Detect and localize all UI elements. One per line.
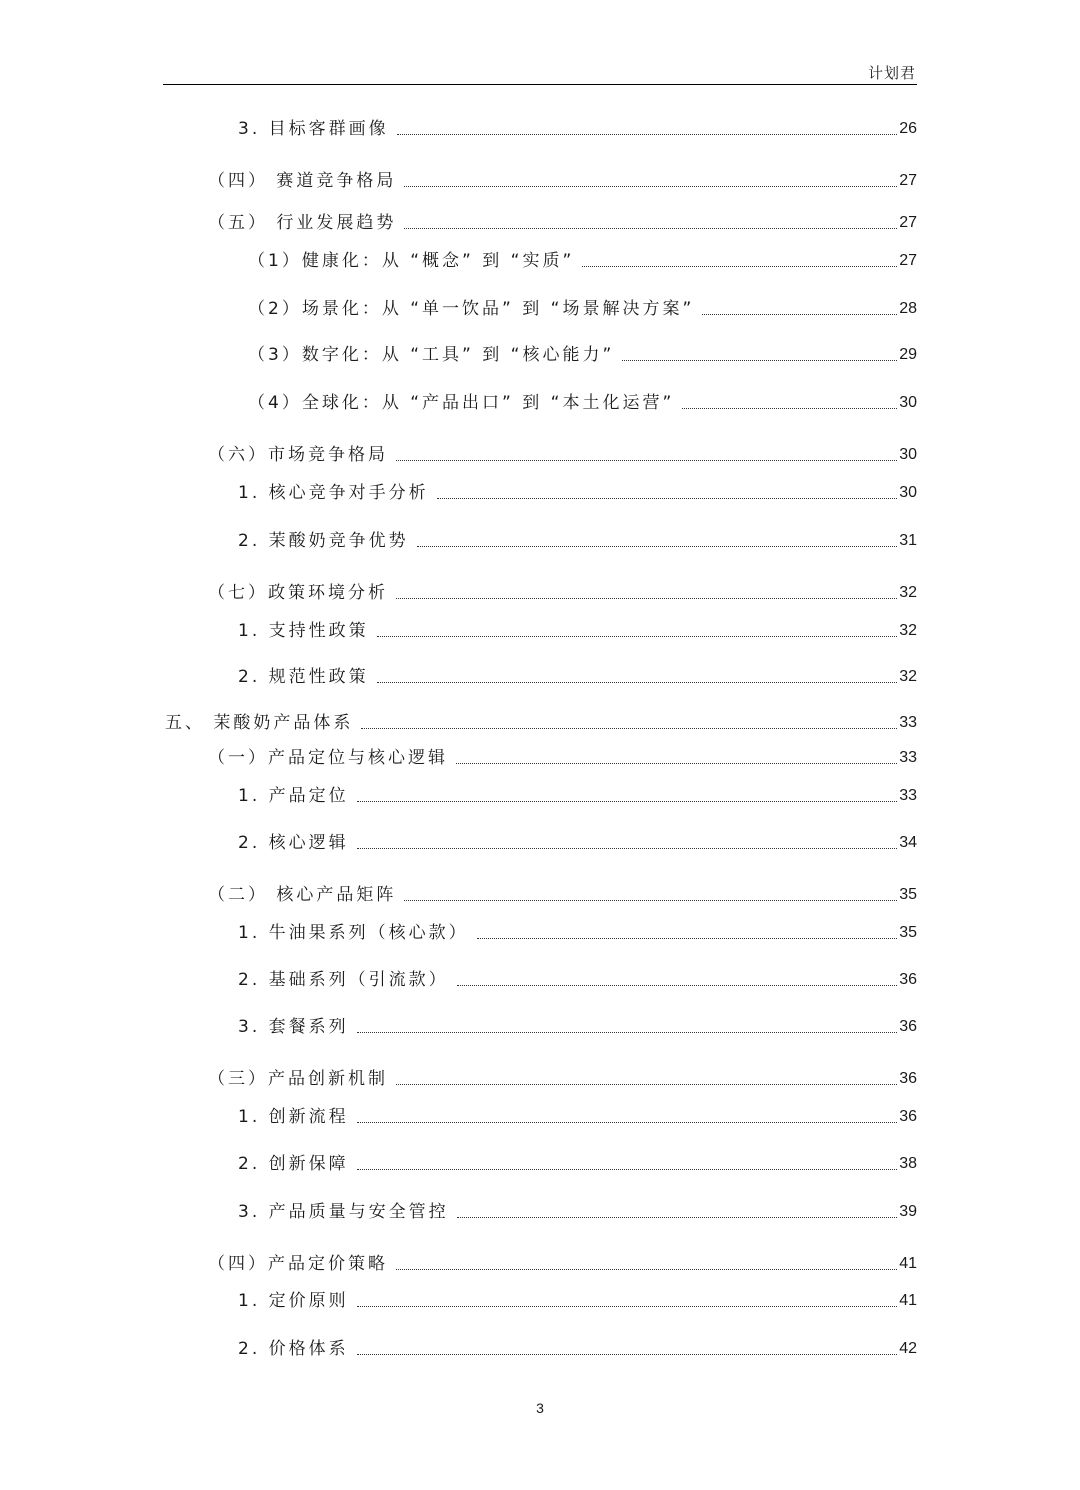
toc-entry-label: 五、 茉酸奶产品体系: [165, 713, 354, 733]
toc-entry-page: 30: [899, 446, 917, 463]
toc-entry-label: 3. 目标客群画像: [238, 119, 389, 139]
toc-entry-page: 27: [899, 172, 917, 189]
dot-leader: [622, 360, 897, 361]
toc-entry-page: 41: [899, 1292, 917, 1309]
toc-entry-label: 2. 茉酸奶竞争优势: [238, 531, 409, 551]
toc-entry[interactable]: [0, 528, 917, 554]
toc-entry-page: 31: [899, 532, 917, 549]
toc-entry-label: （四） 赛道竞争格局: [208, 171, 397, 191]
toc-entry[interactable]: [0, 390, 917, 416]
dot-leader: [404, 900, 897, 901]
toc-entry-page: 38: [899, 1155, 917, 1172]
toc-entry-page: 32: [899, 622, 917, 639]
toc-entry-label: 2. 基础系列（引流款）: [238, 970, 449, 990]
toc-entry-label: 2. 规范性政策: [238, 667, 369, 687]
toc-entry[interactable]: [0, 1066, 917, 1092]
toc-entry-page: 32: [899, 668, 917, 685]
toc-entry[interactable]: [0, 168, 917, 194]
dot-leader: [457, 985, 898, 986]
toc-entry[interactable]: [0, 920, 917, 946]
toc-entry-page: 29: [899, 346, 917, 363]
toc-entry-page: 36: [899, 1018, 917, 1035]
toc-entry-label: （二） 核心产品矩阵: [208, 885, 397, 905]
toc-entry-page: 28: [899, 300, 917, 317]
toc-entry[interactable]: [0, 967, 917, 993]
toc-entry-page: 27: [899, 214, 917, 231]
toc-entry[interactable]: [0, 296, 917, 322]
toc-entry-label: （1）健康化：从 “概念” 到 “实质”: [248, 251, 575, 271]
toc-entry-label: （4）全球化：从 “产品出口” 到 “本土化运营”: [248, 393, 675, 413]
toc-entry[interactable]: [0, 248, 917, 274]
toc-entry[interactable]: [0, 1251, 917, 1277]
toc-entry[interactable]: [0, 1336, 917, 1362]
toc-entry-label: 1. 牛油果系列（核心款）: [238, 923, 469, 943]
toc-entry-label: 1. 创新流程: [238, 1107, 349, 1127]
toc-entry-label: 2. 价格体系: [238, 1339, 349, 1359]
toc-entry[interactable]: [0, 830, 917, 856]
dot-leader: [437, 498, 898, 499]
dot-leader: [396, 598, 897, 599]
toc-entry-label: 3. 产品质量与安全管控: [238, 1202, 449, 1222]
dot-leader: [357, 1032, 898, 1033]
dot-leader: [357, 1169, 898, 1170]
toc-entry[interactable]: [0, 664, 917, 690]
running-header: 计划君: [867, 64, 916, 82]
dot-leader: [456, 763, 897, 764]
toc-entry-label: 2. 创新保障: [238, 1154, 349, 1174]
toc-entry-page: 39: [899, 1203, 917, 1220]
toc-entry-label: 1. 产品定位: [238, 786, 349, 806]
toc-entry[interactable]: [0, 1288, 917, 1314]
toc-entry-label: （三）产品创新机制: [208, 1069, 388, 1089]
toc-entry-label: （七）政策环境分析: [208, 583, 388, 603]
toc-entry-label: 3. 套餐系列: [238, 1017, 349, 1037]
toc-entry[interactable]: [0, 745, 917, 771]
toc-entry-page: 34: [899, 834, 917, 851]
toc-entry[interactable]: [0, 783, 917, 809]
toc-entry[interactable]: [0, 210, 917, 236]
dot-leader: [361, 728, 897, 729]
toc-entry-label: 1. 支持性政策: [238, 621, 369, 641]
toc-entry-page: 33: [899, 749, 917, 766]
toc-entry-page: 36: [899, 1108, 917, 1125]
toc-entry-label: （2）场景化：从 “单一饮品” 到 “场景解决方案”: [248, 299, 695, 319]
toc-entry-page: 30: [899, 394, 917, 411]
toc-entry-page: 35: [899, 924, 917, 941]
toc-entry[interactable]: [0, 480, 917, 506]
dot-leader: [396, 1269, 897, 1270]
dot-leader: [396, 460, 897, 461]
dot-leader: [397, 134, 898, 135]
toc-entry-label: （五） 行业发展趋势: [208, 213, 397, 233]
toc-entry[interactable]: [0, 442, 917, 468]
toc-entry-label: （四）产品定价策略: [208, 1254, 388, 1274]
dot-leader: [417, 546, 898, 547]
dot-leader: [357, 1354, 898, 1355]
toc-entry[interactable]: [0, 710, 917, 736]
toc-entry-page: 33: [899, 787, 917, 804]
toc-entry-page: 32: [899, 584, 917, 601]
toc-entry-label: 2. 核心逻辑: [238, 833, 349, 853]
toc-entry-page: 30: [899, 484, 917, 501]
dot-leader: [357, 801, 898, 802]
toc-entry-label: 1. 核心竞争对手分析: [238, 483, 429, 503]
dot-leader: [396, 1084, 897, 1085]
toc-entry[interactable]: [0, 1104, 917, 1130]
toc-entry[interactable]: [0, 1014, 917, 1040]
dot-leader: [404, 228, 897, 229]
toc-entry-page: 33: [899, 714, 917, 731]
toc-entry-page: 36: [899, 1070, 917, 1087]
toc-entry[interactable]: [0, 342, 917, 368]
dot-leader: [377, 636, 898, 637]
dot-leader: [582, 266, 897, 267]
toc-entry-page: 42: [899, 1340, 917, 1357]
dot-leader: [357, 848, 898, 849]
toc-entry-page: 35: [899, 886, 917, 903]
toc-entry[interactable]: [0, 1199, 917, 1225]
toc-entry-page: 27: [899, 252, 917, 269]
toc-entry-label: （一）产品定位与核心逻辑: [208, 748, 448, 768]
dot-leader: [377, 682, 898, 683]
toc-entry[interactable]: [0, 1151, 917, 1177]
toc-entry-label: （3）数字化：从 “工具” 到 “核心能力”: [248, 345, 615, 365]
toc-entry-page: 41: [899, 1255, 917, 1272]
dot-leader: [357, 1306, 898, 1307]
page-number: 3: [536, 1400, 544, 1416]
toc-entry[interactable]: [0, 116, 917, 142]
dot-leader: [404, 186, 897, 187]
dot-leader: [702, 314, 897, 315]
toc-entry-label: （六）市场竞争格局: [208, 445, 388, 465]
toc-entry[interactable]: [0, 580, 917, 606]
dot-leader: [682, 408, 897, 409]
toc-entry[interactable]: [0, 882, 917, 908]
toc-entry-page: 26: [899, 120, 917, 137]
toc-entry[interactable]: [0, 618, 917, 644]
toc-entry-label: 1. 定价原则: [238, 1291, 349, 1311]
dot-leader: [477, 938, 898, 939]
dot-leader: [357, 1122, 898, 1123]
toc-entry-page: 36: [899, 971, 917, 988]
dot-leader: [457, 1217, 898, 1218]
